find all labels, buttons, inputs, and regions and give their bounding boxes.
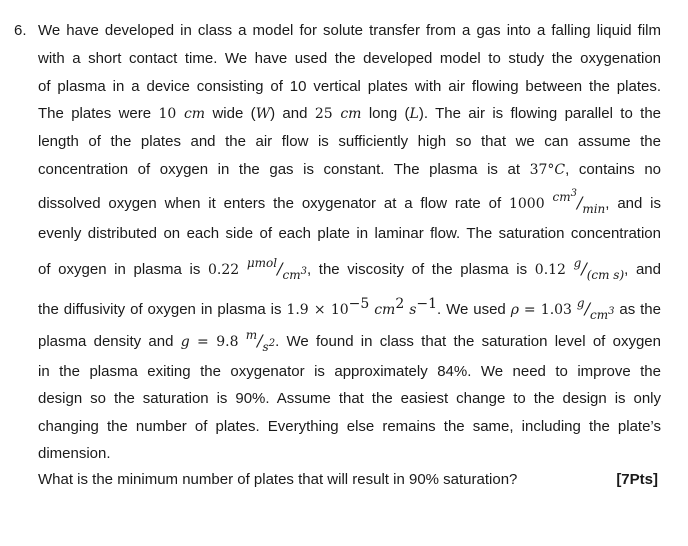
math-rho-num: g [576,296,585,310]
paragraph-line-6 [38,161,661,178]
math-diff-unit-s: s [409,302,417,318]
math-W: W [255,106,271,122]
text: the diffusivity of oxygen in plasma is [38,301,282,318]
paragraph-line-4 [38,105,661,122]
question-number: 6. [14,22,27,39]
math-flow: 1000 [508,196,545,212]
math-g-value: = 9.8 [196,334,239,350]
text: concentration of oxygen in the gas is constant. The plasma is at [38,161,520,178]
math-unit-cm: cm [183,106,206,122]
paragraph-line-7: dissolved oxygen when it enters the oxygenator at a flow rate of 1000 $cm^3/\min$, and is [38,188,662,216]
math-rho: ρ [510,302,519,318]
math-visc-den: (cm s) [586,268,625,282]
math-sat: 0.22 [208,262,240,278]
math-rho-value: = 1.03 [523,302,572,318]
math-rho-den: cm [589,308,609,322]
math-flow-num: cm [552,190,571,204]
math-flow-den: min [582,202,606,216]
math-g: g [180,334,190,350]
text: long ( [368,105,410,122]
math-sat-den: cm [282,268,301,282]
math-diff: 1.9 × 10 [286,302,349,318]
math-diff-exp: −5 [348,296,370,312]
math-temp-unit: °C [547,162,566,178]
math-g-exp: 2 [268,338,276,349]
text: and is [617,195,662,212]
paragraph-line-11: plasma density and g = 9.8 $m/s^2$. We found in class that the saturation level of oxygen [38,328,661,354]
text: dissolved oxygen when it enters the oxygenator at a flow rate of [38,195,502,212]
paragraph-line-8: evenly distributed on each side of each plate in laminar flow. The saturation concentration [38,225,661,242]
math-diff-unit-s-exp: −1 [416,296,438,312]
points-label: [7Pts] [616,471,658,488]
math-diff-unit: cm [374,302,396,318]
paragraph-line-5: length of the plates and the air flow is sufficiently high so that we can assume the [38,133,661,150]
text: ). The air is flowing parallel to the [418,105,662,122]
math-L: L [409,106,419,122]
math-sat-exp: 3 [300,266,307,277]
text: wide ( [212,105,256,122]
math-temp: 37 [529,162,548,178]
math-visc-num: g [573,256,582,270]
math-width: 10 [158,106,177,122]
math-visc: 0.12 [534,262,566,278]
final-question: What is the minimum number of plates that will result in 90% saturation? [38,471,518,488]
paragraph-line-12: in the plasma exiting the oxygenator is approximately 84%. We need to improve the [38,363,661,380]
paragraph-line-2: with a short contact time. We have used the developed model to study the oxygenation [38,50,661,67]
text: the viscosity of the plasma is [318,261,528,278]
text: plasma density and [38,333,174,350]
text: ) and [270,105,308,122]
paragraph-line-15: dimension. [38,445,111,462]
math-unit [176,106,184,122]
text: The plates were [38,105,152,122]
paragraph-line-10: the diffusivity of oxygen in plasma is $1.9 \times 10^{-5}$ $cm^2$ $s^{-1}$. We used ρ = 1.03 $g/cm^3$ as the [38,296,661,322]
paragraph-line-1: We have developed in class a model for solute transfer from a gas into a falling liquid film [38,22,661,39]
math-flow-exp: 3 [570,188,577,199]
math-g-num: m [245,328,258,342]
math-g-den: s [262,340,269,354]
paragraph-line-9: of oxygen in plasma is 0.22 μmol/$cm^3$, the viscosity of the plasma is 0.12 g/(cm s), and [38,256,661,282]
text: and [635,261,661,278]
text: . We found in class that the saturation level of oxygen [275,333,661,350]
paragraph-line-13: design so the saturation is 90%. Assume that the easiest change to the design is only [38,390,661,407]
text: , contains no [565,161,662,178]
math-diff-unit-exp: 2 [395,296,405,312]
text: as the [619,301,661,318]
math-sat-num: μmol [246,256,278,270]
math-length: 25 [314,106,333,122]
text: of oxygen in plasma is [38,261,201,278]
paragraph-line-3: of plasma in a device consisting of 10 vertical plates with air flowing between the plates. [38,78,661,95]
paragraph-line-14: changing the number of plates. Everything else remains the same, including the plate’s [38,418,661,435]
math-rho-exp: 3 [608,306,615,317]
text: . We used [437,301,506,318]
math-unit-cm-2: cm [340,106,362,122]
